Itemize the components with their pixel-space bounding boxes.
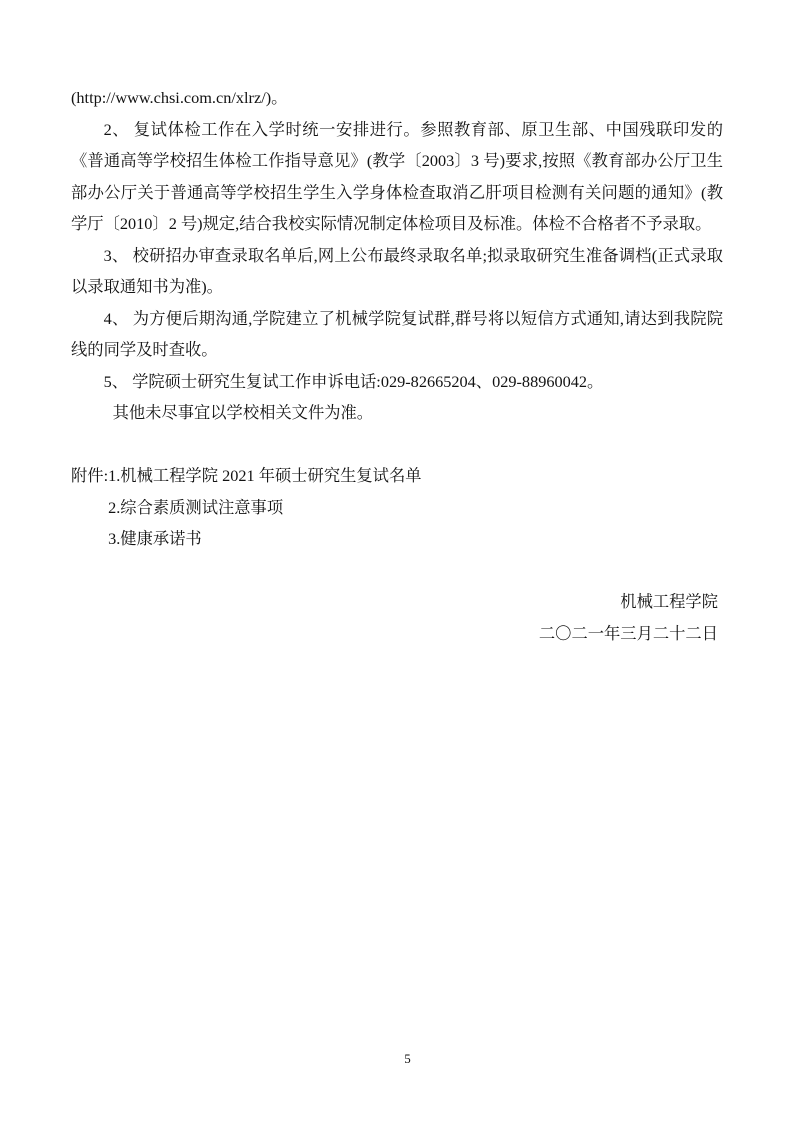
document-body xyxy=(71,82,723,649)
paragraph-2-medical-exam: 2、 复试体检工作在入学时统一安排进行。参照教育部、原卫生部、中国残联印发的《普通高等学校招生体检工作指导意见》(教学〔2003〕3 号)要求,按照《教育部办公厅卫生部办公厅关于普通高等学校招生学生入学身体检查取消乙肝项目检测有关问题的通知》(教学厅〔2010〕2 号)规定,结合我校实际情况制定体检项目及标准。体检不合格者不予录取。 xyxy=(71,119,723,233)
attachments-list xyxy=(108,460,723,555)
signature-block xyxy=(71,586,723,649)
attachments-block xyxy=(71,460,723,555)
attachment-item-3: 3.健康承诺书 xyxy=(108,529,202,548)
signature-date: 二〇二一年三月二十二日 xyxy=(538,623,718,643)
paragraph-4-group-notice: 4、 为方便后期沟通,学院建立了机械学院复试群,群号将以短信方式通知,请达到我院院线的同学及时查收。 xyxy=(71,308,723,359)
note-line: 其他未尽事宜以学校相关文件为准。 xyxy=(112,403,374,422)
attachments-label: 附件: xyxy=(71,466,109,485)
paragraph-5-appeal-phone: 5、 学院硕士研究生复试工作申诉电话:029-82665204、029-88960042。 xyxy=(103,371,604,391)
page-number: 5 xyxy=(404,1051,411,1066)
attachment-item-1: 1.机械工程学院 2021 年硕士研究生复试名单 xyxy=(108,466,422,485)
paragraph-3-admission-list: 3、 校研招办审查录取名单后,网上公布最终录取名单;拟录取研究生准备调档(正式录取以录取通知书为准)。 xyxy=(71,245,723,296)
signature-org: 机械工程学院 xyxy=(620,592,718,611)
url-line: (http://www.chsi.com.cn/xlrz/)。 xyxy=(71,88,288,107)
attachment-item-2: 2.综合素质测试注意事项 xyxy=(108,497,284,517)
